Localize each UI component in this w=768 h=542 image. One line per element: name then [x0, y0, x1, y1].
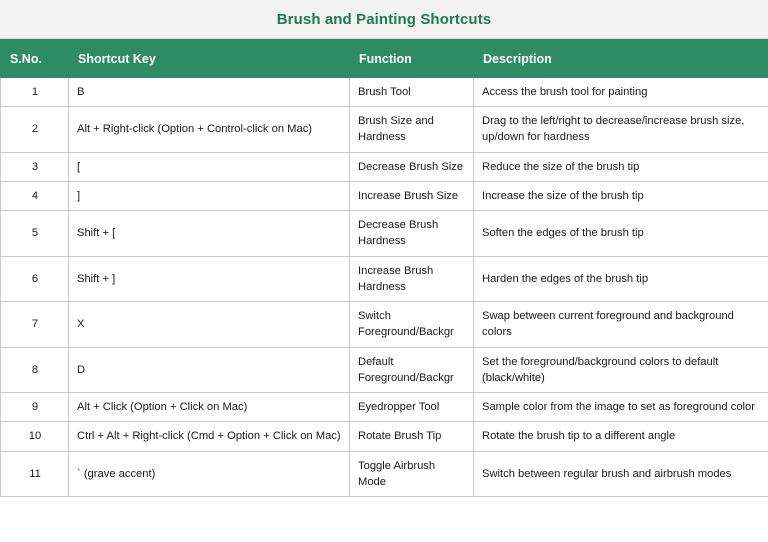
table-row [1, 211, 768, 256]
cell-sno: 10 [1, 422, 69, 451]
function-text: Eyedropper Tool [358, 401, 440, 414]
shortcut-text: ] [77, 189, 81, 202]
table-row [1, 256, 768, 301]
cell-description [474, 451, 768, 496]
cell-description [474, 422, 768, 451]
cell-sno: 2 [1, 107, 69, 152]
cell-shortcut [69, 451, 350, 496]
cell-sno: 1 [1, 78, 69, 107]
function-text: Default Foreground/Backgr [358, 355, 454, 384]
function-text: Increase Brush Size [358, 189, 459, 202]
cell-function [350, 107, 474, 152]
function-text: Decrease Brush Hardness [358, 219, 439, 248]
cell-function [350, 78, 474, 107]
shortcut-text: Alt + Right-click (Option + Control-click on Mac) [77, 123, 313, 136]
cell-description [474, 256, 768, 301]
column-header-description: Description [474, 40, 768, 78]
cell-description [474, 347, 768, 392]
shortcut-text: ` (grave accent) [77, 467, 156, 480]
cell-sno: 7 [1, 302, 69, 347]
table-row [1, 393, 768, 422]
shortcut-text: Shift + [ [77, 227, 116, 240]
shortcut-text: Ctrl + Alt + Right-click (Cmd + Option + Click on Mac) [77, 430, 341, 443]
cell-function [350, 393, 474, 422]
table-row [1, 181, 768, 210]
cell-sno: 4 [1, 181, 69, 210]
description-text: Increase the size of the brush tip [482, 189, 644, 202]
table-body [1, 78, 768, 497]
cell-shortcut [69, 302, 350, 347]
description-text: Switch between regular brush and airbrush modes [482, 467, 732, 480]
cell-function [350, 181, 474, 210]
cell-sno: 6 [1, 256, 69, 301]
cell-shortcut [69, 393, 350, 422]
table-row [1, 422, 768, 451]
column-header-shortcut-key: Shortcut Key [69, 40, 350, 78]
shortcut-text: Alt + Click (Option + Click on Mac) [77, 401, 248, 414]
cell-sno: 8 [1, 347, 69, 392]
cell-shortcut [69, 152, 350, 181]
table-header [1, 40, 768, 78]
cell-description [474, 107, 768, 152]
cell-description [474, 393, 768, 422]
cell-shortcut [69, 78, 350, 107]
description-text: Sample color from the image to set as foreground color [482, 401, 755, 414]
cell-description [474, 211, 768, 256]
function-text: Increase Brush Hardness [358, 264, 434, 293]
cell-function [350, 451, 474, 496]
shortcut-text: B [77, 86, 85, 98]
cell-function [350, 152, 474, 181]
cell-function [350, 422, 474, 451]
cell-sno: 3 [1, 152, 69, 181]
table-row [1, 107, 768, 152]
page-title-bar [0, 0, 768, 39]
cell-function [350, 211, 474, 256]
shortcut-text: D [77, 363, 86, 376]
cell-shortcut [69, 211, 350, 256]
page-title: Brush and Painting Shortcuts [276, 10, 492, 28]
description-text: Soften the edges of the brush tip [482, 227, 644, 240]
cell-sno: 9 [1, 393, 69, 422]
cell-sno: 5 [1, 211, 69, 256]
function-text: Switch Foreground/Backgr [358, 310, 454, 339]
table-header-row [1, 40, 768, 78]
function-text: Decrease Brush Size [358, 160, 464, 173]
description-text: Harden the edges of the brush tip [482, 272, 649, 285]
table-row [1, 347, 768, 392]
cell-shortcut [69, 422, 350, 451]
function-text: Toggle Airbrush Mode [358, 459, 436, 488]
column-header-function: Function [350, 40, 474, 78]
table-row [1, 78, 768, 107]
table-row [1, 152, 768, 181]
description-text: Set the foreground/background colors to default (black/white) [482, 355, 719, 384]
description-text: Access the brush tool for painting [482, 86, 648, 98]
cell-function [350, 302, 474, 347]
cell-shortcut [69, 107, 350, 152]
cell-description [474, 152, 768, 181]
description-text: Drag to the left/right to decrease/increase brush size, up/down for hardness [482, 115, 745, 144]
cell-shortcut [69, 256, 350, 301]
cell-description [474, 302, 768, 347]
table-row [1, 451, 768, 496]
shortcut-text: Shift + ] [77, 272, 116, 285]
shortcuts-table [0, 39, 768, 497]
cell-description [474, 181, 768, 210]
function-text: Brush Tool [358, 86, 411, 98]
function-text: Brush Size and Hardness [358, 115, 434, 144]
function-text: Rotate Brush Tip [358, 430, 442, 443]
shortcut-text: X [77, 318, 85, 331]
cell-sno: 11 [1, 451, 69, 496]
description-text: Rotate the brush tip to a different angle [482, 430, 676, 443]
cell-function [350, 256, 474, 301]
column-header-sno: S.No. [1, 40, 69, 78]
shortcut-text: [ [77, 160, 81, 173]
cell-shortcut [69, 347, 350, 392]
table-row [1, 302, 768, 347]
cell-description [474, 78, 768, 107]
description-text: Reduce the size of the brush tip [482, 160, 640, 173]
cell-function [350, 347, 474, 392]
cell-shortcut [69, 181, 350, 210]
description-text: Swap between current foreground and background colors [482, 310, 734, 339]
